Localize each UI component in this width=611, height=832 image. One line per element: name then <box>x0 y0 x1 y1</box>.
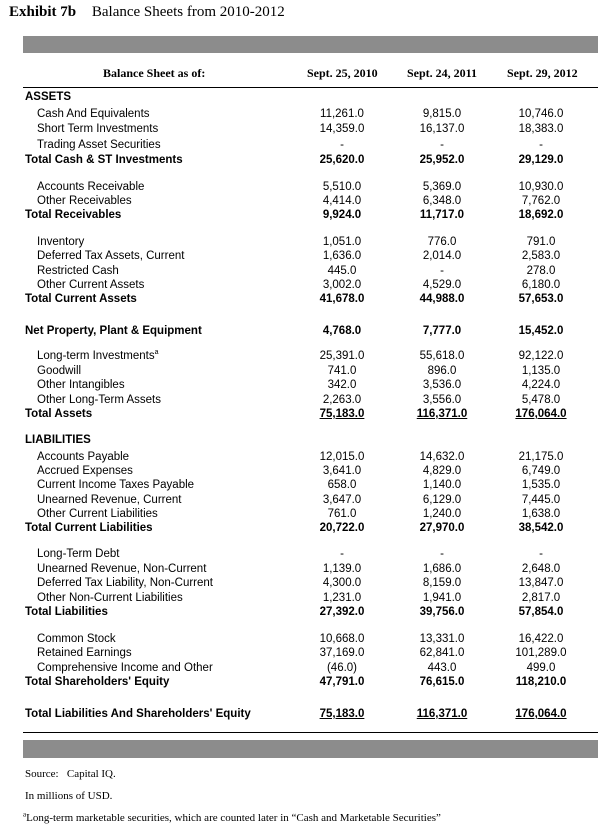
table-row <box>0 562 611 576</box>
value-2012: 2,817.0 <box>521 592 561 604</box>
value-2011: 896.0 <box>427 365 457 377</box>
value-2012: 1,535.0 <box>521 479 561 491</box>
row-label: Other Non-Current Liabilities <box>37 592 183 604</box>
value-2012: 1,638.0 <box>521 508 561 520</box>
value-2010: 1,636.0 <box>322 250 362 262</box>
value-2010: 1,231.0 <box>322 592 362 604</box>
value-2010: 47,791.0 <box>319 676 365 688</box>
value-2012: 278.0 <box>526 265 556 277</box>
row-label: Total Shareholders' Equity <box>25 676 170 688</box>
row-label: Total Cash & ST Investments <box>25 154 183 166</box>
value-2011: 1,686.0 <box>422 563 462 575</box>
value-2011: 4,529.0 <box>422 279 462 291</box>
table-bottom-divider <box>23 732 598 733</box>
row-label: Accrued Expenses <box>37 465 133 477</box>
value-2011: 1,240.0 <box>422 508 462 520</box>
table-row <box>0 364 611 378</box>
row-label: Total Current Liabilities <box>25 522 153 534</box>
total-row <box>0 605 611 619</box>
value-2011: 776.0 <box>427 236 457 248</box>
value-2011: 39,756.0 <box>419 606 465 618</box>
value-2010: 3,641.0 <box>322 465 362 477</box>
row-label: Comprehensive Income and Other <box>37 662 213 674</box>
source-note <box>25 768 116 780</box>
value-2011: 3,556.0 <box>422 394 462 406</box>
value-2010: 4,414.0 <box>322 195 362 207</box>
value-2010: 41,678.0 <box>319 293 365 305</box>
row-label: Common Stock <box>37 633 116 645</box>
value-2010: 5,510.0 <box>322 181 362 193</box>
row-label: Other Current Assets <box>37 279 145 291</box>
value-2011: 11,717.0 <box>419 209 465 221</box>
value-2012: 176,064.0 <box>515 408 567 420</box>
table-row <box>0 576 611 590</box>
value-2011: - <box>440 548 444 560</box>
table-row <box>0 349 611 363</box>
table-row <box>0 507 611 521</box>
value-2011: 116,371.0 <box>416 408 468 420</box>
value-2012: 13,847.0 <box>518 577 564 589</box>
table-row <box>0 278 611 292</box>
row-label: Short Term Investments <box>37 123 159 135</box>
value-2011: - <box>440 139 444 151</box>
value-2010: 14,359.0 <box>319 123 365 135</box>
value-2011: 76,615.0 <box>419 676 465 688</box>
column-header-2011: Sept. 24, 2011 <box>407 66 478 80</box>
table-row <box>0 591 611 605</box>
value-2010: 11,261.0 <box>320 108 364 120</box>
table-row <box>0 138 611 152</box>
value-2010: 2,263.0 <box>322 394 362 406</box>
value-2010: 1,139.0 <box>322 563 362 575</box>
value-2011: 44,988.0 <box>419 293 465 305</box>
footnote-text: Long-term marketable securities, which are counted later in “Cash and Marketable Securities” <box>26 812 441 824</box>
row-label: Unearned Revenue, Non-Current <box>37 563 207 575</box>
value-2012: - <box>539 139 543 151</box>
value-2010: 1,051.0 <box>322 236 362 248</box>
row-label: Deferred Tax Assets, Current <box>37 250 185 262</box>
section-heading-assets: ASSETS <box>25 91 72 103</box>
value-2011: 25,952.0 <box>419 154 465 166</box>
value-2012: 38,542.0 <box>518 522 564 534</box>
footnote-marker: a <box>154 349 159 357</box>
value-2011: 9,815.0 <box>422 108 462 120</box>
table-row <box>0 194 611 208</box>
value-2011: 1,941.0 <box>422 592 462 604</box>
value-2010: 3,002.0 <box>322 279 362 291</box>
value-2010: 25,620.0 <box>319 154 365 166</box>
value-2010: 3,647.0 <box>322 494 362 506</box>
value-2012: 29,129.0 <box>518 154 564 166</box>
value-2011: 5,369.0 <box>422 181 462 193</box>
row-label: Net Property, Plant & Equipment <box>25 325 202 337</box>
value-2012: 791.0 <box>526 236 556 248</box>
value-2010: 37,169.0 <box>319 647 365 659</box>
column-header-2012: Sept. 29, 2012 <box>507 66 578 80</box>
row-label: Restricted Cash <box>37 265 119 277</box>
row-label: Long-Term Debt <box>37 548 120 560</box>
total-row <box>0 208 611 222</box>
table-row <box>0 450 611 464</box>
exhibit-heading <box>9 4 285 21</box>
source-value: Capital IQ. <box>66 768 116 780</box>
value-2011: 14,632.0 <box>419 451 465 463</box>
row-label: Total Liabilities And Shareholders' Equity <box>25 708 251 720</box>
value-2012: 57,854.0 <box>518 606 564 618</box>
row-label: Inventory <box>37 236 85 248</box>
table-row <box>0 632 611 646</box>
row-label: Total Assets <box>25 408 93 420</box>
value-2010: - <box>340 139 344 151</box>
row-label: Total Receivables <box>25 209 122 221</box>
row-label: Goodwill <box>37 365 82 377</box>
header-divider <box>23 87 598 88</box>
table-row <box>0 478 611 492</box>
value-2012: 2,648.0 <box>521 563 561 575</box>
value-2012: 7,762.0 <box>521 195 561 207</box>
row-label: Current Income Taxes Payable <box>37 479 195 491</box>
row-label: Other Current Liabilities <box>37 508 158 520</box>
value-2011: 7,777.0 <box>422 325 462 337</box>
value-2011: 16,137.0 <box>419 123 465 135</box>
total-row <box>0 521 611 535</box>
footnote <box>23 812 441 824</box>
value-2012: 16,422.0 <box>518 633 564 645</box>
total-row <box>0 675 611 689</box>
column-header-2010: Sept. 25, 2010 <box>307 66 378 80</box>
value-2010: 342.0 <box>327 379 357 391</box>
value-2012: 15,452.0 <box>518 325 564 337</box>
value-2011: 6,129.0 <box>422 494 462 506</box>
total-row <box>0 407 611 421</box>
table-row <box>0 464 611 478</box>
value-2012: 2,583.0 <box>521 250 561 262</box>
value-2011: 62,841.0 <box>419 647 465 659</box>
table-bottom-bar <box>23 740 598 758</box>
value-2010: 9,924.0 <box>322 209 362 221</box>
value-2010: 75,183.0 <box>319 408 365 420</box>
value-2010: 761.0 <box>327 508 357 520</box>
row-label: Trading Asset Securities <box>37 139 161 151</box>
row-label: Deferred Tax Liability, Non-Current <box>37 577 213 589</box>
value-2012: 4,224.0 <box>521 379 561 391</box>
value-2012: 92,122.0 <box>518 350 564 362</box>
value-2010: 445.0 <box>327 265 357 277</box>
value-2012: 101,289.0 <box>515 647 567 659</box>
value-2011: 443.0 <box>427 662 457 674</box>
value-2012: 10,746.0 <box>518 108 564 120</box>
value-2011: 27,970.0 <box>419 522 465 534</box>
table-row <box>0 264 611 278</box>
table-row <box>0 107 611 121</box>
row-label: Total Current Assets <box>25 293 137 305</box>
row-label: Other Intangibles <box>37 379 125 391</box>
value-2010: 25,391.0 <box>319 350 365 362</box>
value-2011: 8,159.0 <box>422 577 462 589</box>
value-2010: 20,722.0 <box>319 522 365 534</box>
total-row <box>0 153 611 167</box>
row-label: Accounts Payable <box>37 451 130 463</box>
value-2011: 3,536.0 <box>422 379 462 391</box>
section-heading-liabilities: LIABILITIES <box>25 434 91 446</box>
value-2012: 21,175.0 <box>518 451 564 463</box>
value-2010: 4,768.0 <box>322 325 362 337</box>
value-2012: 1,135.0 <box>521 365 561 377</box>
value-2010: 4,300.0 <box>322 577 362 589</box>
table-row <box>0 122 611 136</box>
row-label: Retained Earnings <box>37 647 132 659</box>
value-2011: 4,829.0 <box>422 465 462 477</box>
value-2011: 13,331.0 <box>419 633 465 645</box>
value-2012: 6,749.0 <box>521 465 561 477</box>
value-2010: 27,392.0 <box>319 606 365 618</box>
table-row <box>0 661 611 675</box>
value-2012: 7,445.0 <box>521 494 561 506</box>
row-label: Other Receivables <box>37 195 132 207</box>
table-row <box>0 393 611 407</box>
table-row <box>0 180 611 194</box>
row-label: Unearned Revenue, Current <box>37 494 182 506</box>
value-2011: - <box>440 265 444 277</box>
table-top-bar <box>23 36 598 53</box>
value-2010: - <box>340 548 344 560</box>
value-2012: 118,210.0 <box>515 676 567 688</box>
footnote-marker: a <box>23 810 27 819</box>
value-2011: 6,348.0 <box>422 195 462 207</box>
value-2010: 658.0 <box>327 479 357 491</box>
exhibit-title: Balance Sheets from 2010-2012 <box>91 4 285 20</box>
value-2010: 12,015.0 <box>319 451 365 463</box>
value-2010: (46.0) <box>326 662 358 674</box>
value-2012: - <box>539 548 543 560</box>
units-note: In millions of USD. <box>25 790 113 802</box>
value-2012: 18,383.0 <box>518 123 564 135</box>
row-label: Other Long-Term Assets <box>37 394 161 406</box>
value-2012: 6,180.0 <box>521 279 561 291</box>
exhibit-number: Exhibit 7b <box>9 4 77 20</box>
value-2012: 5,478.0 <box>521 394 561 406</box>
table-row <box>0 235 611 249</box>
table-row <box>0 378 611 392</box>
value-2010: 75,183.0 <box>319 708 365 720</box>
row-label: Long-term Investments$^a$ <box>37 349 159 362</box>
value-2011: 2,014.0 <box>422 250 462 262</box>
total-row <box>0 292 611 306</box>
table-row <box>0 646 611 660</box>
row-label: Cash And Equivalents <box>37 108 150 120</box>
total-row <box>0 324 611 338</box>
source-label: Source: <box>25 768 59 780</box>
value-2012: 10,930.0 <box>518 181 564 193</box>
row-label: Accounts Receivable <box>37 181 145 193</box>
value-2012: 57,653.0 <box>518 293 564 305</box>
value-2010: 10,668.0 <box>319 633 365 645</box>
grand-total-row <box>0 707 611 721</box>
value-2011: 1,140.0 <box>422 479 462 491</box>
value-2012: 499.0 <box>526 662 556 674</box>
table-row <box>0 493 611 507</box>
value-2012: 18,692.0 <box>518 209 564 221</box>
value-2011: 116,371.0 <box>416 708 468 720</box>
value-2011: 55,618.0 <box>419 350 465 362</box>
table-row <box>0 249 611 263</box>
value-2012: 176,064.0 <box>515 708 567 720</box>
balance-sheet-label: Balance Sheet as of: <box>103 66 206 80</box>
table-row <box>0 547 611 561</box>
value-2010: 741.0 <box>327 365 357 377</box>
row-label: Total Liabilities <box>25 606 108 618</box>
